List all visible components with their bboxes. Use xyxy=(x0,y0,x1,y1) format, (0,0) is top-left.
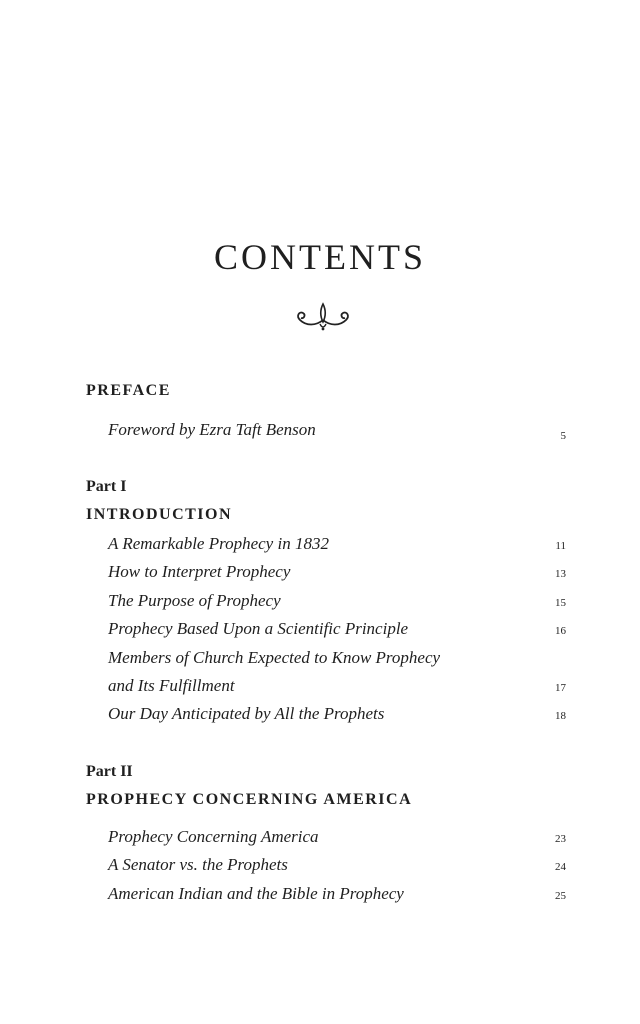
page-title: CONTENTS xyxy=(214,237,426,277)
toc-entry-page: 24 xyxy=(555,861,566,873)
toc-entry-page: 16 xyxy=(555,625,566,637)
toc-entry-title: A Remarkable Prophecy in 1832 xyxy=(108,534,329,553)
toc-entry-title: Members of Church Expected to Know Prophecy xyxy=(108,648,441,667)
toc-entry-title: Our Day Anticipated by All the Prophets xyxy=(108,704,385,723)
part-label-1: Part I xyxy=(86,478,127,495)
part-label-2: Part II xyxy=(86,763,133,780)
section-introduction: INTRODUCTION xyxy=(86,506,233,523)
toc-entry-title: Foreword by Ezra Taft Benson xyxy=(108,420,316,439)
toc-entry-page: 5 xyxy=(560,430,566,442)
toc-entry-foreword[interactable] xyxy=(108,419,566,441)
toc-entry-page: 23 xyxy=(555,833,566,845)
toc-entry[interactable] xyxy=(108,883,566,905)
section-prophecy-concerning-america: PROPHECY CONCERNING AMERICA xyxy=(86,791,413,808)
toc-entry-page: 15 xyxy=(555,597,566,609)
toc-entry-title: Prophecy Based Upon a Scientific Principle xyxy=(108,619,409,638)
toc-entry-title: and Its Fulfillment xyxy=(108,676,235,695)
toc-entry[interactable] xyxy=(108,561,566,583)
toc-entry-title: How to Interpret Prophecy xyxy=(108,562,291,581)
toc-entry-page: 13 xyxy=(555,568,566,580)
toc-entry[interactable] xyxy=(108,854,566,876)
toc-entry[interactable] xyxy=(108,647,566,669)
toc-entry-page: 17 xyxy=(555,682,566,694)
toc-entry[interactable] xyxy=(108,826,566,848)
toc-entry[interactable] xyxy=(108,703,566,725)
toc-entry-page: 11 xyxy=(555,540,566,552)
scroll-flourish-icon xyxy=(290,300,356,332)
toc-entry-title: American Indian and the Bible in Prophecy xyxy=(108,884,404,903)
toc-entry-title: The Purpose of Prophecy xyxy=(108,591,281,610)
toc-entry[interactable] xyxy=(108,675,566,697)
toc-entry-title: Prophecy Concerning America xyxy=(108,827,319,846)
toc-entry[interactable] xyxy=(108,590,566,612)
toc-entry-title: A Senator vs. the Prophets xyxy=(108,855,288,874)
section-preface: PREFACE xyxy=(86,382,171,399)
toc-entry[interactable] xyxy=(108,618,566,640)
toc-entry-page: 18 xyxy=(555,710,566,722)
toc-entry-page: 25 xyxy=(555,890,566,902)
toc-entry[interactable] xyxy=(108,533,566,555)
